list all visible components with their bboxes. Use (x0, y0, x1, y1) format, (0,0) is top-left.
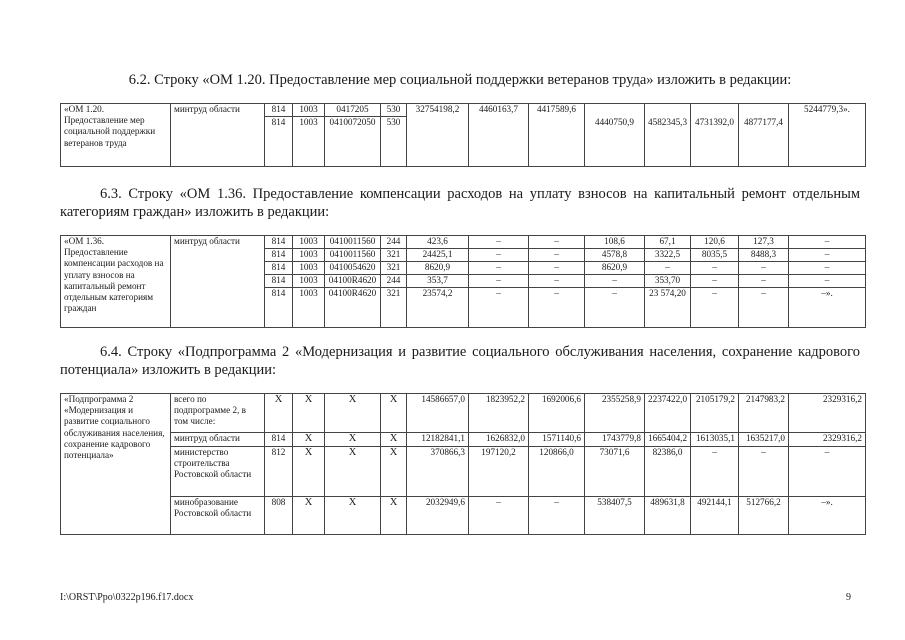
table-cell: – (739, 288, 789, 328)
table-cell: 814 (265, 262, 293, 275)
section-heading-6-2: 6.2. Строку «ОМ 1.20. Предоставление мер социальной поддержки ветеранов труда» изложить в редакции: (128, 72, 792, 88)
table-cell: 530 (381, 117, 407, 167)
table-cell: 244 (381, 275, 407, 288)
table-cell: 8035,5 (691, 249, 739, 262)
table-cell: 353,70 (645, 275, 691, 288)
table-cell: – (739, 447, 789, 497)
table-cell: 370866,3 (407, 447, 469, 497)
table-cell: 0410054620 (325, 262, 381, 275)
table-cell: 2032949,6 (407, 497, 469, 535)
table-cell: 1003 (293, 249, 325, 262)
table-cell: X (325, 433, 381, 447)
table-cell: – (691, 275, 739, 288)
table-cell: – (529, 249, 585, 262)
table-cell: X (381, 394, 407, 433)
row-executor: минтруд области (171, 236, 265, 328)
table-cell: 1571140,6 (529, 433, 585, 447)
table-cell: 814 (265, 249, 293, 262)
table-cell: 1003 (293, 262, 325, 275)
table-cell: – (789, 447, 866, 497)
table-cell: X (325, 394, 381, 433)
table-cell: 04100R4620 (325, 275, 381, 288)
table-cell: – (529, 288, 585, 328)
table-cell: 1743779,8 (585, 433, 645, 447)
row-name: «Подпрограмма 2 «Модернизация и развитие социального обслуживания населения, сохранение кадрового потенциала» (61, 394, 171, 535)
table-cell: 814 (265, 275, 293, 288)
section-heading-6-3: 6.3. Строку «ОМ 1.36. Предоставление компенсации расходов на уплату взносов на капитальный ремонт отдельным категориям граждан» изложить в редакции: (60, 186, 860, 220)
table-cell: 1613035,1 (691, 433, 739, 447)
row-executor: минтруд области (171, 433, 265, 447)
table-cell: 4417589,6 (529, 104, 585, 167)
table-cell: – (469, 275, 529, 288)
table-cell: –». (789, 497, 866, 535)
table-cell: 197120,2 (469, 447, 529, 497)
table-cell: X (381, 447, 407, 497)
table-cell: X (381, 433, 407, 447)
table-cell: – (691, 288, 739, 328)
table-cell: – (691, 447, 739, 497)
table-cell: – (469, 236, 529, 249)
table-cell: 1626832,0 (469, 433, 529, 447)
table-cell: 12182841,1 (407, 433, 469, 447)
table-cell: – (585, 275, 645, 288)
table-cell: 1692006,6 (529, 394, 585, 433)
table-cell: – (469, 262, 529, 275)
table-cell: – (469, 497, 529, 535)
table-cell: – (789, 236, 866, 249)
table-row (61, 497, 866, 535)
table-cell: X (325, 497, 381, 535)
table-cell: 8620,9 (585, 262, 645, 275)
table-cell: – (789, 249, 866, 262)
table-cell: 814 (265, 288, 293, 328)
table-cell: – (529, 497, 585, 535)
table-cell: 14586657,0 (407, 394, 469, 433)
table-cell: 23574,2 (407, 288, 469, 328)
table-cell: – (691, 262, 739, 275)
table-cell: – (529, 275, 585, 288)
table-cell: 4578,8 (585, 249, 645, 262)
table-cell: 2329316,2 (789, 394, 866, 433)
table-cell: 492144,1 (691, 497, 739, 535)
table-cell: 1003 (293, 275, 325, 288)
table-cell: 0410072050 (325, 117, 381, 167)
table-cell: 1635217,0 (739, 433, 789, 447)
table-subprogram-2 (60, 393, 866, 535)
table-cell: 530 (381, 104, 407, 117)
table-cell: 2105179,2 (691, 394, 739, 433)
row-executor: минобразование Ростовской области (171, 497, 265, 535)
table-cell: 4731392,0 (691, 104, 739, 167)
table-cell: 32754198,2 (407, 104, 469, 167)
table-cell: 538407,5 (585, 497, 645, 535)
row-executor: министерство строительства Ростовской области (171, 447, 265, 497)
table-cell: 73071,6 (585, 447, 645, 497)
table-cell: 0417205 (325, 104, 381, 117)
table-cell: 4877177,4 (739, 104, 789, 167)
table-cell: X (265, 394, 293, 433)
table-cell: 814 (265, 117, 293, 167)
table-om-1-36 (60, 235, 866, 328)
table-cell: 82386,0 (645, 447, 691, 497)
table-cell: 5244779,3». (789, 104, 866, 167)
table-cell: 814 (265, 433, 293, 447)
table-cell: 321 (381, 249, 407, 262)
table-cell: X (293, 447, 325, 497)
table-cell: – (789, 275, 866, 288)
table-cell: 808 (265, 497, 293, 535)
table-cell: 4582345,3 (645, 104, 691, 167)
table-cell: X (293, 433, 325, 447)
table-cell: 04100R4620 (325, 288, 381, 328)
table-cell: 321 (381, 262, 407, 275)
table-row (61, 394, 866, 433)
row-name: «ОМ 1.36. Предоставление компенсации расходов на уплату взносов на капитальный ремонт отдельным категориям граждан (61, 236, 171, 328)
row-executor: минтруд области (171, 104, 265, 167)
table-cell: – (469, 249, 529, 262)
table-cell: 127,3 (739, 236, 789, 249)
table-row (61, 447, 866, 497)
table-cell: – (739, 262, 789, 275)
table-cell: 23 574,20 (645, 288, 691, 328)
table-cell: 423,6 (407, 236, 469, 249)
table-cell: 1665404,2 (645, 433, 691, 447)
table-cell: 8488,3 (739, 249, 789, 262)
table-cell: 4440750,9 (585, 104, 645, 167)
table-row (61, 236, 866, 249)
table-cell: X (293, 497, 325, 535)
table-cell: 321 (381, 288, 407, 328)
table-cell: 1003 (293, 104, 325, 117)
table-cell: 244 (381, 236, 407, 249)
table-row (61, 104, 866, 117)
footer-file-path: I:\ORST\Ppo\0322p196.f17.docx (60, 592, 194, 603)
table-cell: – (529, 236, 585, 249)
table-cell: – (789, 262, 866, 275)
table-cell: 1003 (293, 288, 325, 328)
table-cell: 67,1 (645, 236, 691, 249)
table-cell: –». (789, 288, 866, 328)
table-cell: – (739, 275, 789, 288)
table-cell: 108,6 (585, 236, 645, 249)
row-executor: всего по подпрограмме 2, в том числе: (171, 394, 265, 433)
page-number: 9 (846, 592, 851, 603)
table-cell: 0410011560 (325, 236, 381, 249)
table-cell: 3322,5 (645, 249, 691, 262)
table-cell: – (529, 262, 585, 275)
table-cell: 2237422,0 (645, 394, 691, 433)
table-cell: 8620,9 (407, 262, 469, 275)
table-cell: 512766,2 (739, 497, 789, 535)
table-cell: 24425,1 (407, 249, 469, 262)
table-cell: 1003 (293, 117, 325, 167)
table-cell: – (585, 288, 645, 328)
table-cell: X (381, 497, 407, 535)
table-cell: 4460163,7 (469, 104, 529, 167)
table-cell: 814 (265, 236, 293, 249)
table-om-1-20 (60, 103, 866, 167)
table-cell: 1823952,2 (469, 394, 529, 433)
table-cell: 120,6 (691, 236, 739, 249)
table-cell: 2147983,2 (739, 394, 789, 433)
table-cell: 0410011560 (325, 249, 381, 262)
table-cell: 120866,0 (529, 447, 585, 497)
table-cell: X (293, 394, 325, 433)
table-cell: 489631,8 (645, 497, 691, 535)
table-cell: 812 (265, 447, 293, 497)
table-row (61, 433, 866, 447)
table-cell: 1003 (293, 236, 325, 249)
section-heading-6-4: 6.4. Строку «Подпрограмма 2 «Модернизация и развитие социального обслуживания населения, сохранение кадрового потенциала» изложить в редакции: (60, 344, 860, 378)
table-cell: 353,7 (407, 275, 469, 288)
table-cell: 2329316,2 (789, 433, 866, 447)
table-cell: – (645, 262, 691, 275)
table-cell: – (469, 288, 529, 328)
table-cell: X (325, 447, 381, 497)
table-cell: 814 (265, 104, 293, 117)
row-name: «ОМ 1.20. Предоставление мер социальной поддержки ветеранов труда (61, 104, 171, 167)
table-cell: 2355258,9 (585, 394, 645, 433)
